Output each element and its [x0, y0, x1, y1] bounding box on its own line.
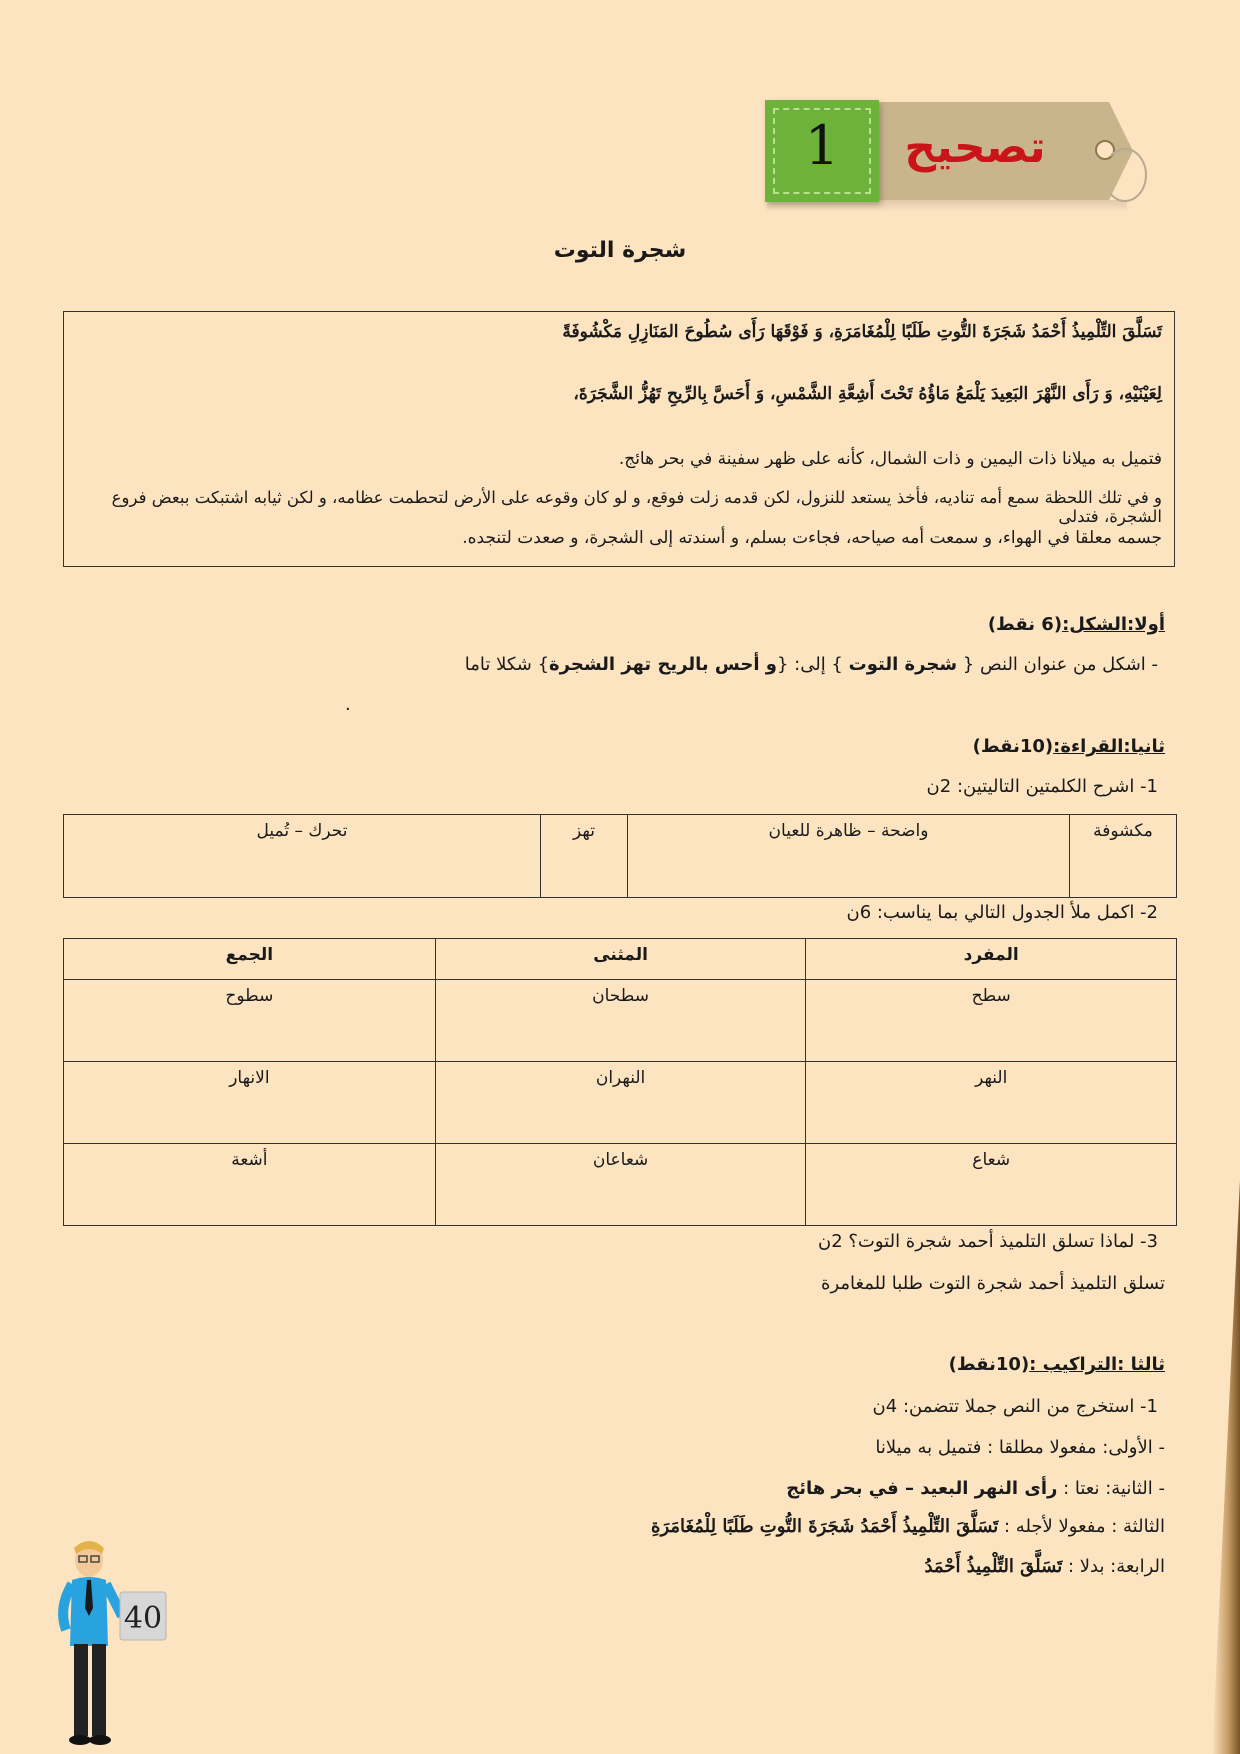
table-row	[64, 980, 1177, 1062]
mascot-right-shoe	[89, 1735, 111, 1745]
correction-tag	[765, 100, 1145, 212]
passage-line-2: لِعَيْنَيْهِ، وَ رَأَى النَّهْرَ البَعِيدَ يَلْمَعُ مَاؤُهُ تَحْتَ أَشِعَّةِ الشَّمْسِ، وَ أَحَسَّ بِالرِّيحِ تَهُزُّ الشَّجَرَةَ،	[573, 384, 1162, 404]
section1-question	[465, 654, 1158, 675]
mascot-right-leg	[92, 1644, 106, 1736]
vocab-meaning-1: واضحة – ظاهرة للعيان	[628, 815, 1070, 898]
vocab-meaning-2: تحرك – تُميل	[64, 815, 541, 898]
tag-string	[1103, 148, 1147, 202]
q-bold-2: و أحس بالريح تهز الشجرة	[549, 654, 777, 675]
item-label: - الأولى: مفعولا مطلقا :	[987, 1437, 1165, 1458]
item-answer: تَسَلَّقَ التِّلْمِيذُ أَحْمَدُ شَجَرَةَ التُّوتِ طَلَبًا لِلْمُغَامَرَةِ	[651, 1516, 999, 1537]
col-dual: المثنى	[435, 939, 806, 980]
section2-q1: 1- اشرح الكلمتين التاليتين: 2ن	[926, 776, 1158, 797]
col-singular: المفرد	[806, 939, 1177, 980]
q-suffix: } شكلا تاما	[464, 654, 550, 675]
table-row	[64, 1062, 1177, 1144]
cell: سطحان	[435, 980, 806, 1062]
passage-box	[63, 311, 1175, 567]
section2-answer3: تسلق التلميذ أحمد شجرة التوت طلبا للمغامرة	[821, 1273, 1165, 1294]
section3-item-1	[875, 1437, 1165, 1458]
table-row	[64, 1144, 1177, 1226]
table-header-row	[64, 939, 1177, 980]
section2-heading-main: ثانيا:القراءة:	[1053, 736, 1165, 757]
item-label: - الثانية: نعتا :	[1063, 1478, 1165, 1499]
section3-heading	[949, 1354, 1165, 1375]
tag-number: 1	[804, 114, 840, 177]
page-title: شجرة التوت	[553, 238, 687, 263]
cell: شعاع	[806, 1144, 1177, 1226]
section2-heading	[973, 736, 1165, 757]
cell: أشعة	[64, 1144, 436, 1226]
mascot-left-leg	[74, 1644, 88, 1736]
section3-item-2	[786, 1478, 1165, 1499]
stray-dot: .	[345, 694, 351, 715]
mascot-left-arm	[63, 1584, 72, 1630]
cell: النهران	[435, 1062, 806, 1144]
cell: النهر	[806, 1062, 1177, 1144]
section3-heading-points: (10نقط)	[948, 1354, 1030, 1375]
mascot-with-page-number	[52, 1538, 170, 1748]
tag-word: تصحيح	[904, 122, 1046, 173]
page-number: 40	[123, 1601, 163, 1636]
section3-q1: 1- استخرج من النص جملا تتضمن: 4ن	[872, 1396, 1158, 1417]
vocab-table	[63, 814, 1177, 898]
q-prefix: - اشكل من عنوان النص {	[962, 654, 1158, 675]
col-plural: الجمع	[64, 939, 436, 980]
section3-item-4	[924, 1556, 1165, 1577]
section1-heading	[988, 614, 1165, 635]
passage-line-3: فتميل به ميلانا ذات اليمين و ذات الشمال، كأنه على ظهر سفينة في بحر هائج.	[618, 449, 1162, 469]
cell: سطح	[806, 980, 1177, 1062]
vocab-word-1: مكشوفة	[1070, 815, 1177, 898]
item-label: الثالثة : مفعولا لأجله :	[1004, 1516, 1165, 1537]
section2-q2: 2- اكمل ملأ الجدول التالي بما يناسب: 6ن	[846, 902, 1158, 923]
table-row	[64, 815, 1177, 898]
passage-line-4: و في تلك اللحظة سمع أمه تناديه، فأخذ يستعد للنزول، لكن قدمه زلت فوقع، و لو كان وقوعه على الأرض لتحطمت عظامه، و لكن ثيابه اشتبكت ببعض فروع الشجرة، فتدلى	[111, 488, 1162, 526]
q-bold-1: شجرة التوت	[848, 654, 958, 675]
section2-q3: 3- لماذا تسلق التلميذ أحمد شجرة التوت؟ 2ن	[817, 1231, 1158, 1252]
cell: سطوح	[64, 980, 436, 1062]
item-answer: رأى النهر البعيد – في بحر هائج	[786, 1478, 1058, 1499]
passage-line-1: تَسَلَّقَ التِّلْمِيذُ أَحْمَدُ شَجَرَةَ التُّوتِ طَلَبًا لِلْمُغَامَرَةِ، وَ فَوْقَهَا رَأَى سُطُوحَ المَنَازِلِ مَكْشُوفَةً	[562, 322, 1162, 342]
passage-line-5: جسمه معلقا في الهواء، و سمعت أمه صياحه، فجاءت بسلم، و أسندته إلى الشجرة، و صعدت لتنجده.	[462, 528, 1162, 548]
cell: شعاعان	[435, 1144, 806, 1226]
item-answer: فتميل به ميلانا	[875, 1437, 982, 1458]
forms-table	[63, 938, 1177, 1226]
item-answer: تَسَلَّقَ التِّلْمِيذُ أَحْمَدُ	[924, 1556, 1063, 1577]
section1-heading-points: (6 نقط)	[987, 614, 1063, 635]
q-mid: } إلى: {	[776, 654, 843, 675]
cell: الانهار	[64, 1062, 436, 1144]
mascot-left-shoe	[69, 1735, 91, 1745]
section3-heading-main: ثالثا :التراكيب :	[1029, 1354, 1165, 1375]
section2-heading-points: (10نقط)	[972, 736, 1054, 757]
section3-item-3	[651, 1516, 1165, 1537]
item-label: الرابعة: بدلا :	[1067, 1556, 1165, 1577]
page-curl	[1212, 1180, 1240, 1754]
vocab-word-2: تهز	[541, 815, 628, 898]
section1-heading-main: أولا:الشكل:	[1062, 614, 1165, 635]
